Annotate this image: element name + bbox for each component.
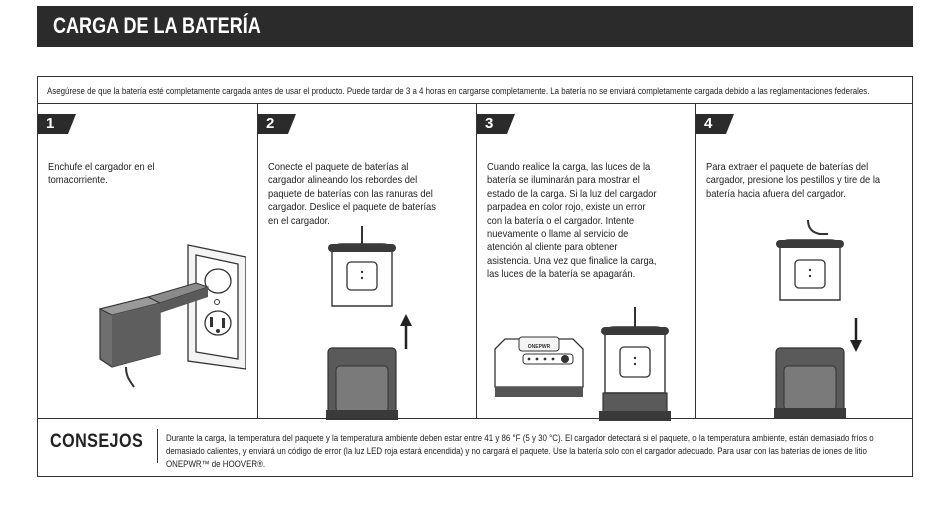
step-text: Cuando realice la carga, las luces de la batería se iluminarán para mostrar el estado de la carga. Si la luz del cargador parpadea en color rojo, existe un error con la batería o el cargador. Intente nuevamente o llame al servicio de atención al cliente para obtener asistencia. Una vez que finalice la carga, las luces de la batería se apagarán.	[487, 162, 657, 281]
step-1	[38, 104, 257, 418]
intro-text: Asegúrese de que la batería esté completamente cargada antes de usar el producto. Puede tardar de 3 a 4 horas en cargarse completamente. La batería no se enviará completamente cargada debido a las reglamentaciones federales.	[47, 86, 870, 96]
section-header	[37, 6, 913, 47]
tips-title: CONSEJOS	[50, 431, 144, 452]
step-3	[476, 104, 695, 418]
step-number: 4	[704, 115, 713, 132]
step-2	[257, 104, 476, 418]
step-number: 2	[266, 115, 275, 132]
step-text: Conecte el paquete de baterías al cargador alineando los rebordes del paquete de baterías con las ranuras del cargador. Deslice el paquete de baterías en el cargador.	[268, 162, 436, 227]
step-4	[695, 104, 914, 418]
battery-insert-illustration	[318, 226, 418, 421]
step-number: 1	[46, 115, 55, 132]
step-badge	[258, 114, 296, 134]
badge-shape	[38, 114, 76, 134]
step-badge	[38, 114, 76, 134]
tips-text: Durante la carga, la temperatura del paquete y la temperatura ambiente deben estar entre 41 y 86 °F (5 y 30 °C). El cargador detectará si el paquete, o la temperatura ambiente, están demasiado fríos o demasiado calientes, y enviará un código de error (la luz LED roja estará encendida) y no cargará el paquete. Use la batería solo con el cargador adecuado. Para usar con las baterías de iones de litio ONEPWR™ de HOOVER®.	[166, 433, 874, 469]
wall-outlet-charger-illustration	[96, 239, 246, 389]
tips-divider	[157, 429, 158, 463]
page-title: CARGA DE LA BATERÍA	[53, 13, 261, 38]
battery-brand-label: ONEPWR	[527, 344, 551, 350]
instructions-frame	[37, 76, 913, 477]
badge-shape	[696, 114, 734, 134]
badge-shape	[258, 114, 296, 134]
step-badge	[696, 114, 734, 134]
step-text: Para extraer el paquete de baterías del cargador, presione los pestillos y tire de la batería hacia afuera del cargador.	[706, 162, 881, 200]
step-badge	[477, 114, 515, 134]
badge-shape	[477, 114, 515, 134]
divider	[38, 418, 912, 419]
battery-remove-illustration	[768, 220, 868, 420]
battery-charging-illustration	[489, 307, 689, 422]
step-text: Enchufe el cargador en el tomacorriente.	[48, 162, 155, 187]
step-number: 3	[485, 115, 494, 132]
